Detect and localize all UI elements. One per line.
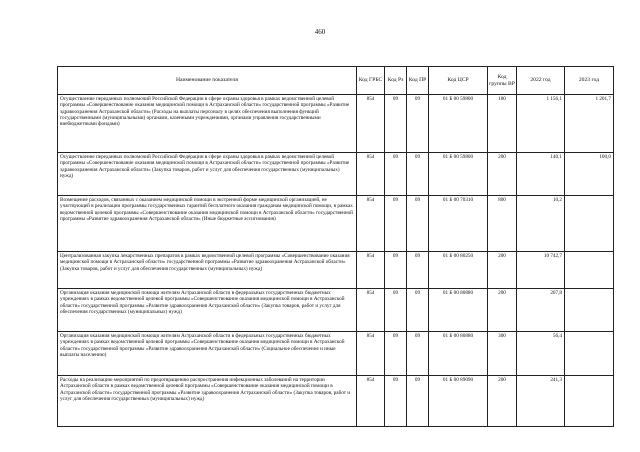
table-header-row (58, 67, 614, 95)
table-row (58, 332, 614, 376)
row-csr: 01 Б 00 80880 (429, 332, 488, 376)
row-rz: 09 (385, 252, 407, 289)
row-2023: 1 201,7 (565, 95, 614, 153)
row-vr: 200 (488, 252, 517, 289)
row-grbs: 854 (357, 376, 385, 427)
row-grbs: 854 (357, 196, 385, 252)
row-rz: 09 (385, 376, 407, 427)
row-pr: 09 (407, 252, 429, 289)
row-2022: 56,4 (517, 332, 565, 376)
budget-table (57, 66, 614, 427)
row-vr: 200 (488, 153, 517, 196)
row-2022: 10,2 (517, 196, 565, 252)
row-grbs: 854 (357, 95, 385, 153)
row-2023 (565, 196, 614, 252)
row-2023 (565, 332, 614, 376)
row-pr: 09 (407, 196, 429, 252)
header-grbs: Код ГРБС (357, 67, 385, 95)
row-2023 (565, 289, 614, 332)
row-grbs: 854 (357, 332, 385, 376)
row-2023 (565, 252, 614, 289)
row-vr: 200 (488, 289, 517, 332)
row-csr: 01 Б 00 89090 (429, 376, 488, 427)
row-name: Организация оказания медицинской помощи жителям Астраханской области в федеральных государственных бюджетных учреждениях в рамках ведомственной целевой программы «Совершенствование оказания медицинской помощи в Астраханской области» государственной программы «Развитие здравоохранения Астраханской области» (Социальное обеспечение и иные выплаты населению) (58, 332, 357, 376)
row-rz: 09 (385, 95, 407, 153)
row-csr: 01 Б 00 59800 (429, 95, 488, 153)
row-name: Осуществление переданных полномочий Российской Федерации в сфере охраны здоровья в рамках ведомственной целевой программы «Совершенствование оказания медицинской помощи в Астраханской области» государственной программы «Развитие здравоохранения Астраханской области» (Расходы на выплаты персоналу в целях обеспечения выполнения функций государственными (муниципальными) органами, казенными учреждениями, органами управления государственными внебюджетными фондами) (58, 95, 357, 153)
row-rz: 09 (385, 289, 407, 332)
row-grbs: 854 (357, 153, 385, 196)
row-pr: 09 (407, 95, 429, 153)
row-vr: 200 (488, 376, 517, 427)
row-pr: 09 (407, 332, 429, 376)
row-csr: 01 Б 00 59800 (429, 153, 488, 196)
row-2022: 10 742,7 (517, 252, 565, 289)
row-grbs: 854 (357, 252, 385, 289)
row-name: Централизованная закупка лекарственных препаратов в рамках ведомственной целевой программы «Совершенствование оказания медицинской помощи в Астраханской области» государственной программы «Развитие здравоохранения Астраханской области» (Закупка товаров, работ и услуг для обеспечения государственных (муниципальных) нужд) (58, 252, 357, 289)
row-csr: 01 Б 00 80250 (429, 252, 488, 289)
row-grbs: 854 (357, 289, 385, 332)
row-name: Осуществление переданных полномочий Российской Федерации в сфере охраны здоровья в рамках ведомственной целевой программы «Совершенствование оказания медицинской помощи в Астраханской области» государственной программы «Развитие здравоохранения Астраханской области» (Закупка товаров, работ и услуг для обеспечения государственных (муниципальных) нужд) (58, 153, 357, 196)
table-row (58, 196, 614, 252)
table-row (58, 252, 614, 289)
row-vr: 800 (488, 196, 517, 252)
row-2022: 241,3 (517, 376, 565, 427)
row-name: Возмещение расходов, связанных с оказанием медицинской помощи в экстренной форме медицинской организацией, не участвующей в реализации программы государственных гарантий бесплатного оказания гражданам медицинской помощи, в рамках ведомственной целевой программы «Совершенствование оказания медицинской помощи в Астраханской области» государственной программы «Развитие здравоохранения Астраханской области» (Иные бюджетные ассигнования) (58, 196, 357, 252)
header-pr: Код ПР (407, 67, 429, 95)
header-rz: Код Рз (385, 67, 407, 95)
row-2023: 100,0 (565, 153, 614, 196)
header-csr: Код ЦСР (429, 67, 488, 95)
row-vr: 300 (488, 332, 517, 376)
row-pr: 09 (407, 153, 429, 196)
row-pr: 09 (407, 376, 429, 427)
row-rz: 09 (385, 153, 407, 196)
row-2023 (565, 376, 614, 427)
table-row (58, 153, 614, 196)
row-name: Организация оказания медицинской помощи жителям Астраханской области в федеральных государственных бюджетных учреждениях в рамках ведомственной целевой программы «Совершенствование оказания медицинской помощи в Астраханской области» государственной программы «Развитие здравоохранения Астраханской области» (Закупка товаров, работ и услуг для обеспечения государственных (муниципальных) нужд) (58, 289, 357, 332)
header-2023: 2023 год (565, 67, 614, 95)
header-2022: 2022 год (517, 67, 565, 95)
header-vr: Код группы ВР (488, 67, 517, 95)
table-row (58, 376, 614, 427)
page-number: 460 (314, 28, 326, 36)
row-csr: 01 Б 00 70310 (429, 196, 488, 252)
row-csr: 01 Б 00 80880 (429, 289, 488, 332)
row-pr: 09 (407, 289, 429, 332)
row-rz: 09 (385, 332, 407, 376)
header-name: Наименование показателя (58, 67, 357, 95)
row-2022: 207,8 (517, 289, 565, 332)
row-2022: 1 156,1 (517, 95, 565, 153)
table-row (58, 95, 614, 153)
row-name: Расходы на реализацию мероприятий по предотвращению распространения инфекционных заболеваний на территории Астраханской области в рамках ведомственной целевой программы «Совершенствование оказания медицинской помощи в Астраханской области» государственной программы «Развитие здравоохранения Астраханской области» (Закупка товаров, работ и услуг для обеспечения государственных (муниципальных) нужд) (58, 376, 357, 427)
row-2022: 140,1 (517, 153, 565, 196)
row-rz: 09 (385, 196, 407, 252)
row-vr: 100 (488, 95, 517, 153)
table-row (58, 289, 614, 332)
